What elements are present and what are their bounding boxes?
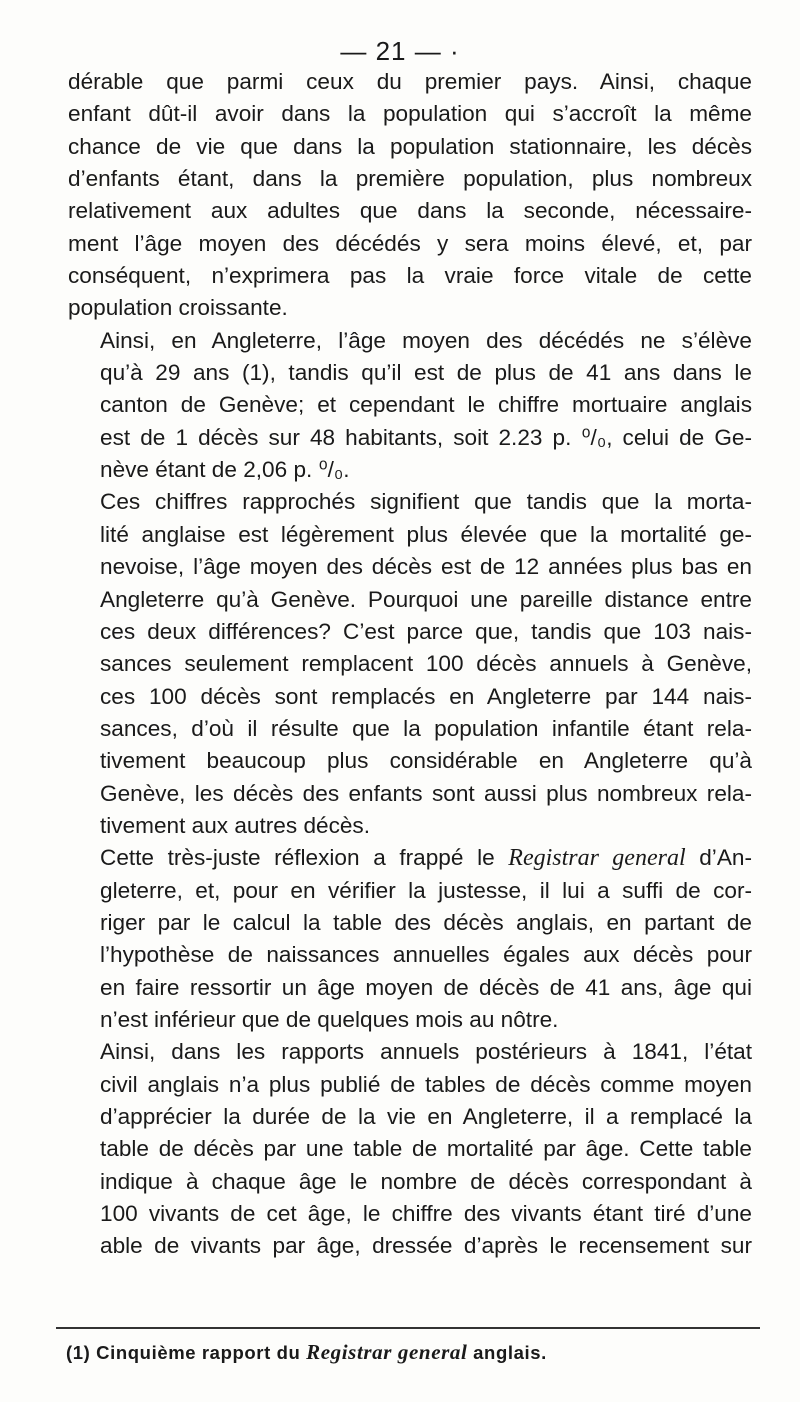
text-line: d’enfants étant, dans la première population, plus nombreux [68, 166, 752, 192]
text-line: Ainsi, dans les rapports annuels postérieurs à 1841, l’état [100, 1039, 752, 1065]
text-line: sances, d’où il résulte que la population infantile étant rela- [100, 715, 752, 741]
text-line: n’est inférieur que de quelques mois au nôtre. [100, 1006, 559, 1032]
text-line: enfant dût-il avoir dans la population qui s’accroît la même [68, 101, 752, 127]
text-line: riger par le calcul la table des décès anglais, en partant de [100, 909, 752, 935]
text-line: nevoise, l’âge moyen des décès est de 12 années plus bas en [100, 554, 752, 580]
text-line: tivement aux autres décès. [100, 812, 371, 838]
text-line: d’apprécier la durée de la vie en Angleterre, il a remplacé la [100, 1104, 752, 1129]
italic-term: Registrar general [508, 845, 686, 872]
text-run: d’An- [685, 845, 752, 871]
text-line: Ainsi, en Angleterre, l’âge moyen des décédés ne s’élève [100, 327, 752, 353]
text-line: population croissante. [68, 295, 288, 321]
text-line: lité anglaise est légèrement plus élevée que la mortalité ge- [100, 521, 752, 547]
text-line: table de décès par une table de mortalité par âge. Cette table [100, 1136, 752, 1162]
text-line: able de vivants par âge, dressée d’après le recensement sur [100, 1233, 752, 1259]
paragraph-1 [68, 66, 752, 325]
text-line: civil anglais n’a plus publié de tables de décès comme moyen [100, 1071, 752, 1097]
text-line: dérable que parmi ceux du premier pays. Ainsi, chaque [68, 69, 752, 94]
text-line: Ces chiffres rapprochés signifient que tandis que la morta- [100, 489, 752, 515]
text-line: indique à chaque âge le nombre de décès correspondant à [100, 1168, 752, 1194]
text-line: ces 100 décès sont remplacés en Angleterre par 144 nais- [100, 683, 752, 709]
text-line: tivement beaucoup plus considérable en Angleterre qu’à [100, 748, 752, 774]
footnote-divider [56, 1327, 760, 1329]
text-line: est de 1 décès sur 48 habitants, soit 2.23 p. ⁰/₀, celui de Ge- [100, 424, 752, 450]
footnote [66, 1340, 547, 1365]
footnote-marker: (1) [66, 1342, 91, 1363]
body-text [68, 66, 752, 1263]
text-line: ment l’âge moyen des décédés y sera moins élevé, et, par [68, 230, 752, 256]
page-number: — 21 — · [340, 36, 460, 66]
text-line: relativement aux adultes que dans la seconde, nécessaire- [68, 198, 752, 224]
text-line: ces deux différences? C’est parce que, tandis que 103 nais- [100, 618, 752, 644]
text-run: Cette très-juste réflexion a frappé le [100, 845, 509, 871]
text-line: conséquent, n’exprimera pas la vraie force vitale de cette [68, 263, 752, 289]
text-line: chance de vie que dans la population stationnaire, les décès [68, 133, 752, 159]
text-line: sances seulement remplacent 100 décès annuels à Genève, [100, 651, 752, 677]
text-line: l’hypothèse de naissances annuelles égales aux décès pour [100, 942, 752, 968]
paragraph-2 [68, 325, 752, 487]
text-line [68, 842, 752, 874]
text-line: en faire ressortir un âge moyen de décès de 41 ans, âge qui [100, 974, 752, 1000]
paragraph-3 [68, 486, 752, 842]
text-line: 100 vivants de cet âge, le chiffre des vivants étant tiré d’une [100, 1201, 752, 1227]
footnote-text: Cinquième rapport du [96, 1342, 307, 1363]
text-line: Genève, les décès des enfants sont aussi plus nombreux rela- [100, 780, 752, 806]
text-line: canton de Genève; et cependant le chiffre mortuaire anglais [100, 392, 752, 418]
text-line: nève étant de 2,06 p. ⁰/₀. [100, 457, 350, 483]
text-line: gleterre, et, pour en vérifier la justesse, il lui a suffi de cor- [100, 877, 752, 903]
text-line: Angleterre qu’à Genève. Pourquoi une pareille distance entre [100, 586, 752, 612]
paragraph-5 [68, 1036, 752, 1262]
footnote-text-tail: anglais. [467, 1342, 547, 1363]
paragraph-4 [68, 842, 752, 1036]
footnote-italic-term: Registrar general [306, 1340, 468, 1364]
text-line: qu’à 29 ans (1), tandis qu’il est de plus de 41 ans dans le [100, 360, 752, 386]
